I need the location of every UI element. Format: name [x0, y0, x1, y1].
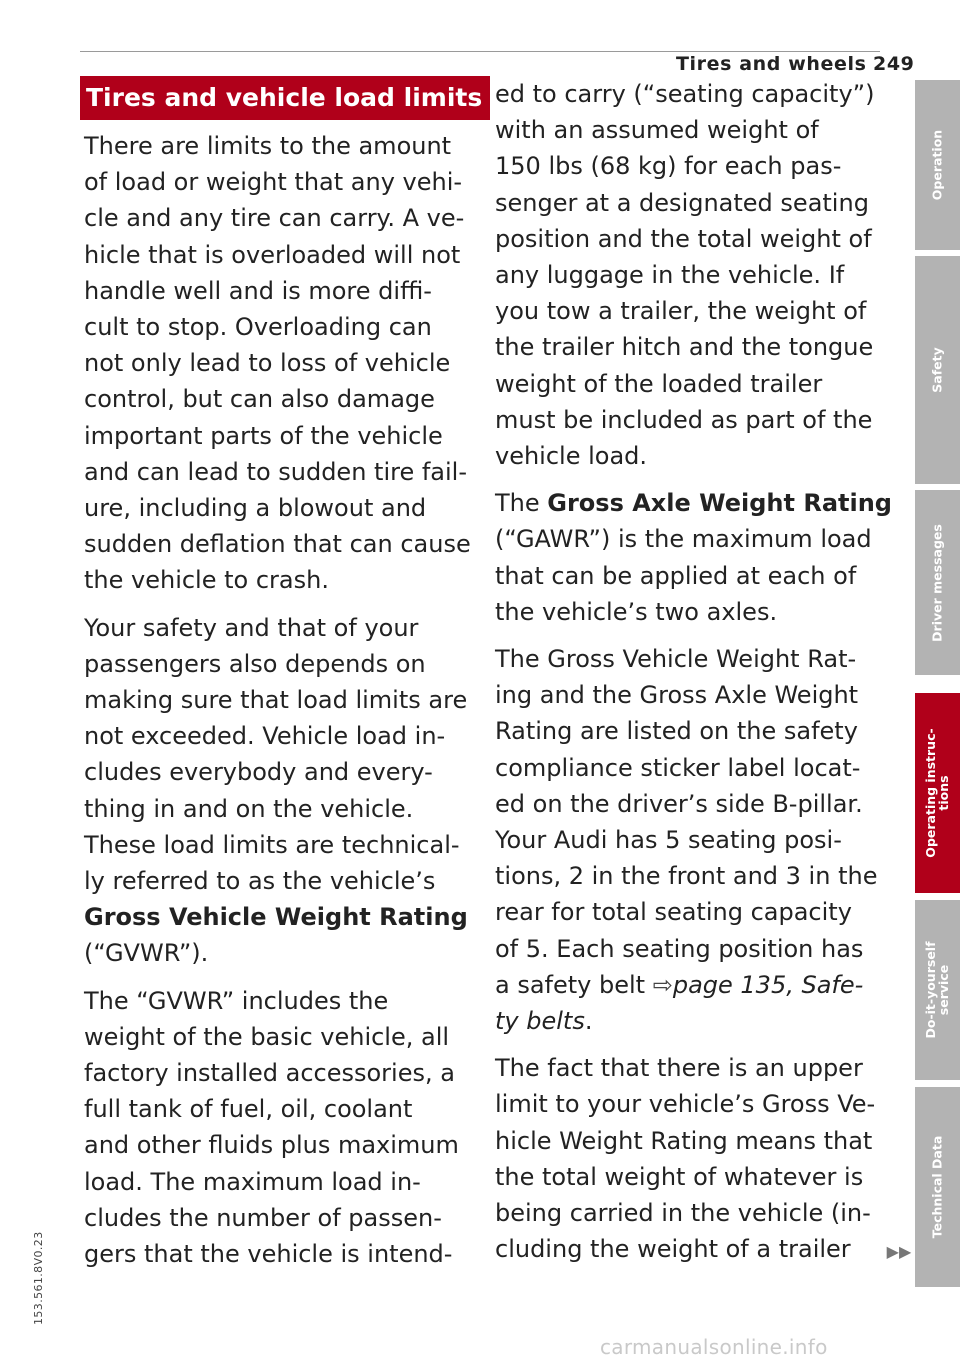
tab-label: Driver messages — [929, 523, 945, 642]
term-gawr: Gross Axle Weight Rating — [547, 489, 892, 518]
text-line: thing in and on the vehicle. — [84, 794, 414, 823]
tab-driver-messages[interactable] — [915, 490, 960, 675]
text-line: you tow a trailer, the weight of — [495, 297, 867, 326]
text-line: not only lead to loss of vehicle — [84, 349, 451, 378]
tab-technical-data[interactable] — [915, 1087, 960, 1287]
text-line: tions, 2 in the front and 3 in the — [495, 862, 878, 891]
text-line: Your Audi has 5 seating posi- — [495, 826, 842, 855]
text-line: (“GAWR”) is the maximum load — [495, 525, 872, 554]
page-number: 249 — [873, 53, 915, 75]
text-fragment: a safety belt — [495, 970, 653, 999]
text-line: The fact that there is an upper — [495, 1054, 863, 1083]
text-line: load. The maximum load in- — [84, 1167, 421, 1196]
text-line: ing and the Gross Axle Weight — [495, 681, 859, 710]
text-line: not exceeded. Vehicle load in- — [84, 722, 446, 751]
text-line: the vehicle’s two axles. — [495, 597, 778, 626]
cross-reference-link[interactable]: page 135, Safe- — [672, 970, 864, 999]
text-line: The “GVWR” includes the — [84, 986, 389, 1015]
text-line: the total weight of whatever is — [495, 1162, 864, 1191]
paragraph-seating — [495, 76, 875, 474]
tab-label: Operation — [929, 129, 945, 201]
text-line: position and the total weight of — [495, 224, 872, 253]
document-code: 153.561.8V0.23 — [32, 1231, 45, 1325]
text-line: must be included as part of the — [495, 405, 873, 434]
text-line: with an assumed weight of — [495, 116, 819, 145]
text-line: control, but can also damage — [84, 385, 435, 414]
paragraph-gawr — [495, 485, 892, 630]
text-line: Your safety and that of your — [84, 613, 419, 642]
text-line: any luggage in the vehicle. If — [495, 261, 845, 290]
text-line: ed to carry (“seating capacity”) — [495, 80, 875, 108]
text-line: hicle Weight Rating means that — [495, 1126, 873, 1155]
paragraph-load-limits — [84, 128, 471, 599]
section-heading: Tires and vehicle load limits — [80, 76, 490, 120]
text-fragment: The — [495, 489, 548, 518]
paragraph-gvwr — [84, 983, 459, 1273]
text-line: full tank of fuel, oil, coolant — [84, 1095, 413, 1124]
text-line: and other fluids plus maximum — [84, 1131, 459, 1160]
text-line: limit to your vehicle’s Gross Ve- — [495, 1090, 876, 1119]
cross-reference-arrow-icon: ⇨ — [652, 970, 673, 999]
text-line: These load limits are technical- — [84, 830, 460, 859]
text-line: making sure that load limits are — [84, 686, 468, 715]
text-line: weight of the loaded trailer — [495, 369, 823, 398]
section-title: Tires and wheels — [676, 53, 867, 75]
right-column — [495, 76, 912, 1271]
text-line: the vehicle to crash. — [84, 566, 329, 595]
text-line: cle and any tire can carry. A ve- — [84, 204, 465, 233]
text-line: passengers also depends on — [84, 649, 426, 678]
text-line: Rating are listed on the safety — [495, 717, 858, 746]
text-fragment: . — [584, 1007, 593, 1036]
watermark: carmanualsonline.info — [600, 1335, 828, 1359]
text-line: compliance sticker label locat- — [495, 753, 861, 782]
text-line: The Gross Vehicle Weight Rat- — [495, 645, 857, 674]
tab-do-it-yourself-service[interactable] — [915, 900, 960, 1080]
text-line: hicle that is overloaded will not — [84, 240, 461, 269]
text-line: of 5. Each seating position has — [495, 934, 864, 963]
text-line: There are limits to the amount — [84, 132, 452, 160]
text-line: ed on the driver’s side B-pillar. — [495, 789, 863, 818]
tab-label: Operating instruc- tions — [923, 728, 951, 858]
text-line: and can lead to sudden tire fail- — [84, 457, 468, 486]
left-column — [84, 76, 483, 1272]
text-line: vehicle load. — [495, 442, 648, 471]
tab-operation[interactable] — [915, 80, 960, 250]
tab-label: Technical Data — [929, 1135, 945, 1239]
text-line: cludes the number of passen- — [84, 1203, 442, 1232]
tab-label: Do-it-yourself service — [923, 941, 951, 1039]
text-line: 150 lbs (68 kg) for each pas- — [495, 152, 842, 181]
paragraph-safety — [84, 610, 468, 972]
text-line: senger at a designated seating — [495, 188, 869, 217]
paragraph-sticker — [495, 641, 878, 1039]
text-line: weight of the basic vehicle, all — [84, 1022, 450, 1051]
text-line: important parts of the vehicle — [84, 421, 443, 450]
tab-operating-instructions[interactable] — [915, 693, 960, 893]
term-gvwr: Gross Vehicle Weight Rating — [84, 903, 468, 932]
text-line: of load or weight that any vehi- — [84, 168, 463, 197]
cross-reference-link-continued[interactable]: ty belts — [495, 1007, 585, 1036]
tab-safety[interactable] — [915, 256, 960, 484]
text-line: cult to stop. Overloading can — [84, 313, 432, 342]
text-line: rear for total seating capacity — [495, 898, 852, 927]
text-line: ure, including a blowout and — [84, 494, 427, 523]
text-line: cludes everybody and every- — [84, 758, 433, 787]
tab-label: Safety — [929, 347, 945, 393]
text-line: sudden deflation that can cause — [84, 530, 471, 559]
text-line: handle well and is more diffi- — [84, 276, 432, 305]
text-line: factory installed accessories, a — [84, 1059, 455, 1088]
text-line: (“GVWR”). — [84, 939, 209, 968]
text-line: the trailer hitch and the tongue — [495, 333, 874, 362]
text-line: ly referred to as the vehicle’s — [84, 867, 436, 896]
continue-arrow-icon: ▶▶ — [886, 1242, 912, 1262]
text-line: being carried in the vehicle (in- — [495, 1199, 871, 1228]
paragraph-upper-limit — [495, 1050, 912, 1270]
text-line: that can be applied at each of — [495, 561, 857, 590]
text-line: gers that the vehicle is intend- — [84, 1240, 453, 1269]
text-line: cluding the weight of a trailer — [495, 1235, 851, 1264]
header-rule — [80, 51, 880, 52]
